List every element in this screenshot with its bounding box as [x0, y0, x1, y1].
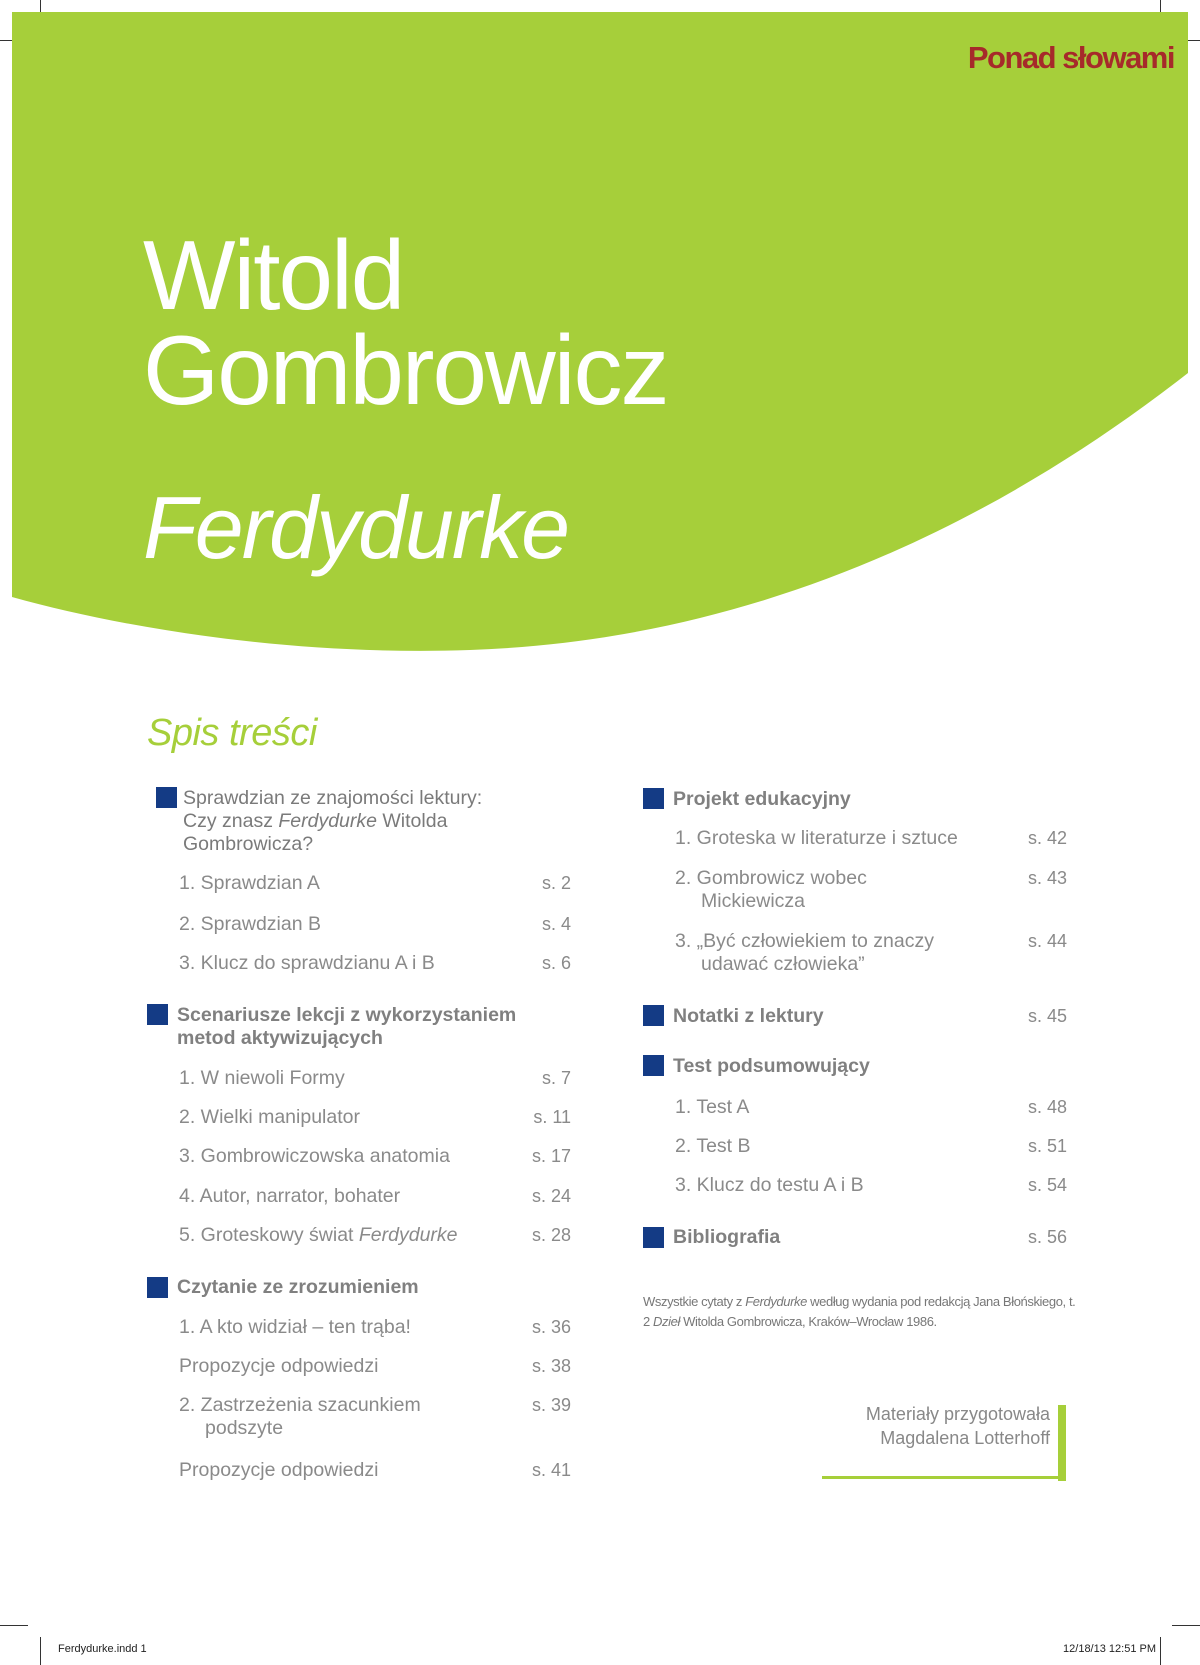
section-title[interactable]: Bibliografia	[673, 1226, 781, 1248]
toc-page-number: s. 38	[531, 1356, 571, 1376]
toc-page-number: s. 36	[531, 1317, 571, 1337]
toc-item[interactable]: 1. Sprawdzian A	[179, 872, 320, 894]
credits-underline	[822, 1476, 1066, 1479]
toc-item[interactable]: 2. Zastrzeżenia szacunkiem podszyte	[179, 1394, 421, 1439]
brand-logo: Ponad słowami	[967, 40, 1174, 75]
toc-item[interactable]: 2. Sprawdzian B	[179, 913, 321, 935]
toc-page-number: s. 48	[1027, 1097, 1067, 1117]
section-title: Sprawdzian ze znajomości lektury: Czy znasz Ferdydurke Witolda Gombrowicza?	[183, 787, 483, 855]
toc-title: Spis treści	[147, 712, 317, 754]
toc-item[interactable]: 3. „Być człowiekiem to znaczy udawać człowieka”	[675, 930, 934, 975]
section-marker	[643, 1227, 664, 1248]
toc-page-number: s. 39	[531, 1395, 571, 1415]
toc-page-number: s. 7	[541, 1068, 571, 1088]
toc-page-number: s. 11	[533, 1107, 571, 1127]
section-marker	[147, 1004, 168, 1025]
print-timestamp: 12/18/13 12:51 PM	[1063, 1643, 1156, 1655]
toc-page-number: s. 42	[1027, 828, 1067, 848]
toc-item[interactable]: 4. Autor, narrator, bohater	[179, 1185, 401, 1207]
toc-item[interactable]: 2. Wielki manipulator	[179, 1106, 360, 1128]
toc-page-number: s. 24	[531, 1186, 571, 1206]
section-marker	[643, 788, 664, 809]
toc-item[interactable]: 1. Groteska w literaturze i sztuce	[675, 827, 958, 849]
toc-item[interactable]: 1. Test A	[675, 1096, 750, 1118]
toc-item[interactable]: 3. Klucz do testu A i B	[675, 1174, 864, 1196]
toc-page-number: s. 6	[541, 953, 571, 973]
credits: Materiały przygotowała Magdalena Lotterhoff	[865, 1404, 1050, 1448]
section-title: Czytanie ze zrozumieniem	[177, 1276, 419, 1298]
crop-mark	[40, 1637, 41, 1665]
toc-page-number: s. 51	[1027, 1136, 1067, 1156]
toc-page-number: s. 41	[531, 1460, 571, 1480]
crop-mark	[1160, 1637, 1161, 1665]
toc-page-number: s. 4	[541, 914, 571, 934]
section-marker	[147, 1277, 168, 1298]
toc-item[interactable]: 1. W niewoli Formy	[179, 1067, 345, 1089]
toc-item[interactable]: 2. Test B	[675, 1135, 751, 1157]
file-slug: Ferdydurke.indd 1	[58, 1643, 147, 1655]
book-title: Ferdydurke	[143, 478, 569, 577]
toc-page-number: s. 44	[1027, 931, 1067, 951]
section-marker	[156, 787, 177, 808]
section-title: Projekt edukacyjny	[673, 788, 851, 810]
author-name	[143, 220, 668, 425]
section-marker	[643, 1055, 664, 1076]
toc-item[interactable]: 1. A kto widział – ten trąba!	[179, 1316, 411, 1338]
citation-note: Wszystkie cytaty z Ferdydurke według wydania pod redakcją Jana Błońskiego, t. 2 Dzieł Witolda Gombrowicza, Kraków–Wrocław 1986.	[643, 1294, 1076, 1329]
toc-page-number: s. 28	[531, 1225, 571, 1245]
toc-page-number: s. 56	[1027, 1227, 1067, 1247]
toc-item[interactable]: 2. Gombrowicz wobec Mickiewicza	[675, 867, 867, 912]
toc-page-number: s. 45	[1027, 1006, 1067, 1026]
author-first-name: Witold	[143, 220, 404, 330]
toc-page-number: s. 43	[1027, 868, 1067, 888]
toc-item[interactable]: 3. Klucz do sprawdzianu A i B	[179, 952, 435, 974]
crop-mark	[1172, 1625, 1200, 1626]
toc-page-number: s. 17	[531, 1146, 571, 1166]
toc-page-number: s. 2	[541, 873, 571, 893]
toc-item[interactable]: Propozycje odpowiedzi	[179, 1355, 379, 1377]
section-title[interactable]: Notatki z lektury	[673, 1005, 824, 1027]
toc-item[interactable]: 3. Gombrowiczowska anatomia	[179, 1145, 450, 1167]
toc-item[interactable]: Propozycje odpowiedzi	[179, 1459, 379, 1481]
section-title: Test podsumowujący	[673, 1055, 870, 1077]
section-title: Scenariusze lekcji z wykorzystaniem metod aktywizujących	[177, 1004, 517, 1049]
author-last-name: Gombrowicz	[143, 315, 668, 425]
section-marker	[643, 1005, 664, 1026]
credits-accent-bar	[1058, 1405, 1066, 1481]
toc-item[interactable]: 5. Groteskowy świat Ferdydurke	[179, 1224, 458, 1246]
toc-page-number: s. 54	[1027, 1175, 1067, 1195]
crop-mark	[0, 1625, 28, 1626]
